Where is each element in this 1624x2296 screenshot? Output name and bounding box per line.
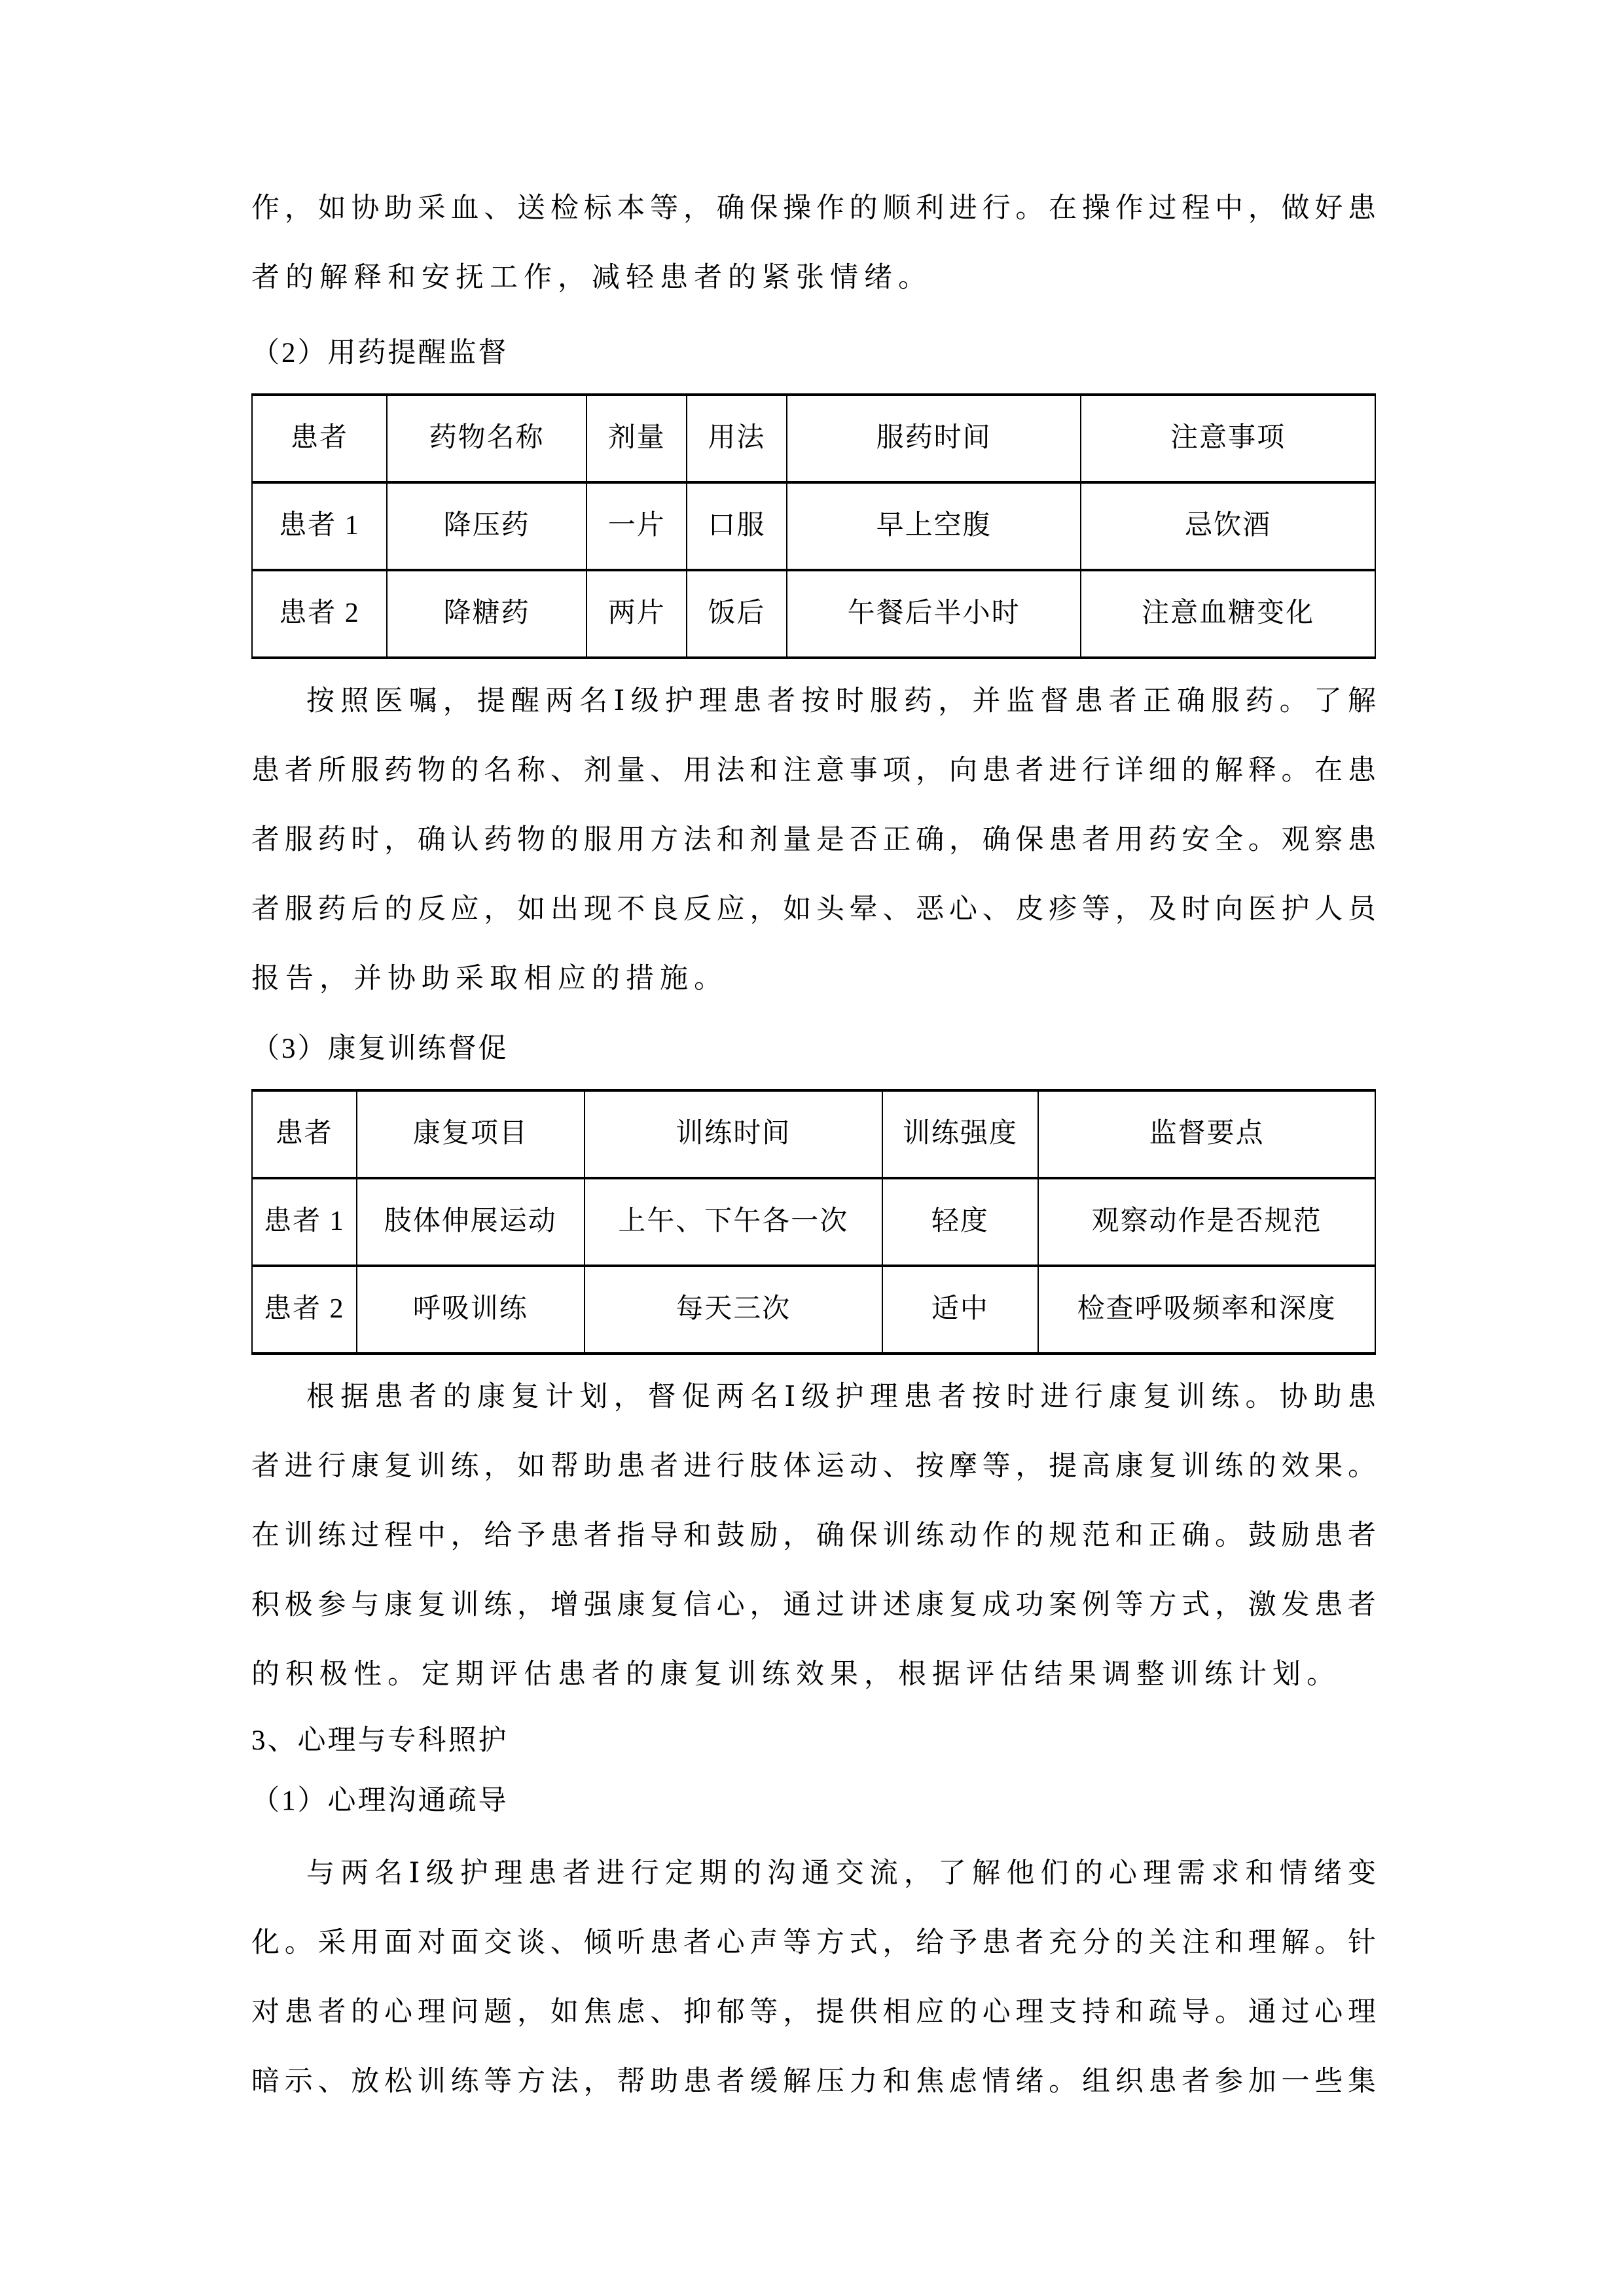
text-line: 作，如协助采血、送检标本等，确保操作的顺利进行。在操作过程中，做好患 bbox=[251, 193, 1376, 224]
column-header: 监督要点 bbox=[1038, 1090, 1375, 1178]
column-header: 训练强度 bbox=[882, 1090, 1039, 1178]
text-line: 积极参与康复训练，增强康复信心，通过讲述康复成功案例等方式，激发患者 bbox=[251, 1590, 1376, 1621]
column-header: 药物名称 bbox=[387, 395, 586, 482]
table-cell: 降糖药 bbox=[387, 570, 586, 658]
table-row bbox=[252, 482, 1375, 570]
table-cell: 呼吸训练 bbox=[357, 1266, 585, 1354]
text-line: 者的解释和安抚工作，减轻患者的紧张情绪。 bbox=[251, 262, 932, 293]
table-cell: 肢体伸展运动 bbox=[357, 1178, 585, 1266]
table-cell: 降压药 bbox=[387, 482, 586, 570]
column-header: 患者 bbox=[252, 395, 387, 482]
table-cell: 午餐后半小时 bbox=[787, 570, 1081, 658]
table-cell: 轻度 bbox=[882, 1178, 1039, 1266]
table-cell: 忌饮酒 bbox=[1081, 482, 1375, 570]
table-row bbox=[252, 1266, 1375, 1354]
table-cell: 每天三次 bbox=[585, 1266, 882, 1354]
column-header: 康复项目 bbox=[357, 1090, 585, 1178]
paragraph-psych bbox=[251, 1839, 1376, 2117]
heading-psych-communication: （1）心理沟通疏导 bbox=[251, 1785, 509, 1816]
heading-medication-reminder: （2）用药提醒监督 bbox=[251, 338, 509, 368]
text-line: 者进行康复训练，如帮助患者进行肢体运动、按摩等，提高康复训练的效果。 bbox=[251, 1451, 1376, 1482]
table-cell: 早上空腹 bbox=[787, 482, 1081, 570]
heading-rehab-training: （3）康复训练督促 bbox=[251, 1033, 509, 1064]
paragraph-rehab bbox=[251, 1363, 1376, 1710]
text-line: 暗示、放松训练等方法，帮助患者缓解压力和焦虑情绪。组织患者参加一些集 bbox=[251, 2066, 1376, 2097]
table-cell: 两片 bbox=[586, 570, 687, 658]
table-cell: 一片 bbox=[586, 482, 687, 570]
column-header: 训练时间 bbox=[585, 1090, 882, 1178]
paragraph-medication bbox=[251, 667, 1376, 1014]
table-cell: 患者 1 bbox=[252, 1178, 357, 1266]
table-cell: 观察动作是否规范 bbox=[1038, 1178, 1375, 1266]
table-cell: 注意血糖变化 bbox=[1081, 570, 1375, 658]
table-cell: 上午、下午各一次 bbox=[585, 1178, 882, 1266]
table-cell: 患者 2 bbox=[252, 1266, 357, 1354]
table-cell: 口服 bbox=[687, 482, 787, 570]
column-header: 剂量 bbox=[586, 395, 687, 482]
table-row bbox=[252, 1178, 1375, 1266]
table-header-row bbox=[252, 1090, 1375, 1178]
text-line: 按照医嘱，提醒两名Ⅰ级护理患者按时服药，并监督患者正确服药。了解 bbox=[306, 686, 1376, 717]
text-line: 根据患者的康复计划，督促两名Ⅰ级护理患者按时进行康复训练。协助患 bbox=[306, 1382, 1376, 1412]
column-header: 注意事项 bbox=[1081, 395, 1375, 482]
text-line: 者服药时，确认药物的服用方法和剂量是否正确，确保患者用药安全。观察患 bbox=[251, 825, 1376, 855]
medication-table bbox=[251, 393, 1376, 659]
text-line: 化。采用面对面交谈、倾听患者心声等方式，给予患者充分的关注和理解。针 bbox=[251, 1928, 1376, 1958]
text-line: 对患者的心理问题，如焦虑、抑郁等，提供相应的心理支持和疏导。通过心理 bbox=[251, 1997, 1376, 2028]
text-line: 与两名Ⅰ级护理患者进行定期的沟通交流，了解他们的心理需求和情绪变 bbox=[306, 1858, 1376, 1889]
paragraph-continuation bbox=[251, 174, 1376, 313]
text-line: 的积极性。定期评估患者的康复训练效果，根据评估结果调整训练计划。 bbox=[251, 1659, 1341, 1690]
table-row bbox=[252, 570, 1375, 658]
column-header: 服药时间 bbox=[787, 395, 1081, 482]
table-cell: 患者 1 bbox=[252, 482, 387, 570]
table-cell: 适中 bbox=[882, 1266, 1039, 1354]
table-cell: 检查呼吸频率和深度 bbox=[1038, 1266, 1375, 1354]
text-line: 者服药后的反应，如出现不良反应，如头晕、恶心、皮疹等，及时向医护人员 bbox=[251, 894, 1376, 925]
document-content bbox=[251, 174, 1376, 2117]
heading-section-psych-care: 3、心理与专科照护 bbox=[251, 1725, 509, 1756]
rehab-table bbox=[251, 1089, 1376, 1355]
table-cell: 饭后 bbox=[687, 570, 787, 658]
text-line: 在训练过程中，给予患者指导和鼓励，确保训练动作的规范和正确。鼓励患者 bbox=[251, 1520, 1376, 1551]
text-line: 报告，并协助采取相应的措施。 bbox=[251, 963, 728, 994]
column-header: 用法 bbox=[687, 395, 787, 482]
column-header: 患者 bbox=[252, 1090, 357, 1178]
table-header-row bbox=[252, 395, 1375, 482]
table-cell: 患者 2 bbox=[252, 570, 387, 658]
text-line: 患者所服药物的名称、剂量、用法和注意事项，向患者进行详细的解释。在患 bbox=[251, 755, 1376, 786]
